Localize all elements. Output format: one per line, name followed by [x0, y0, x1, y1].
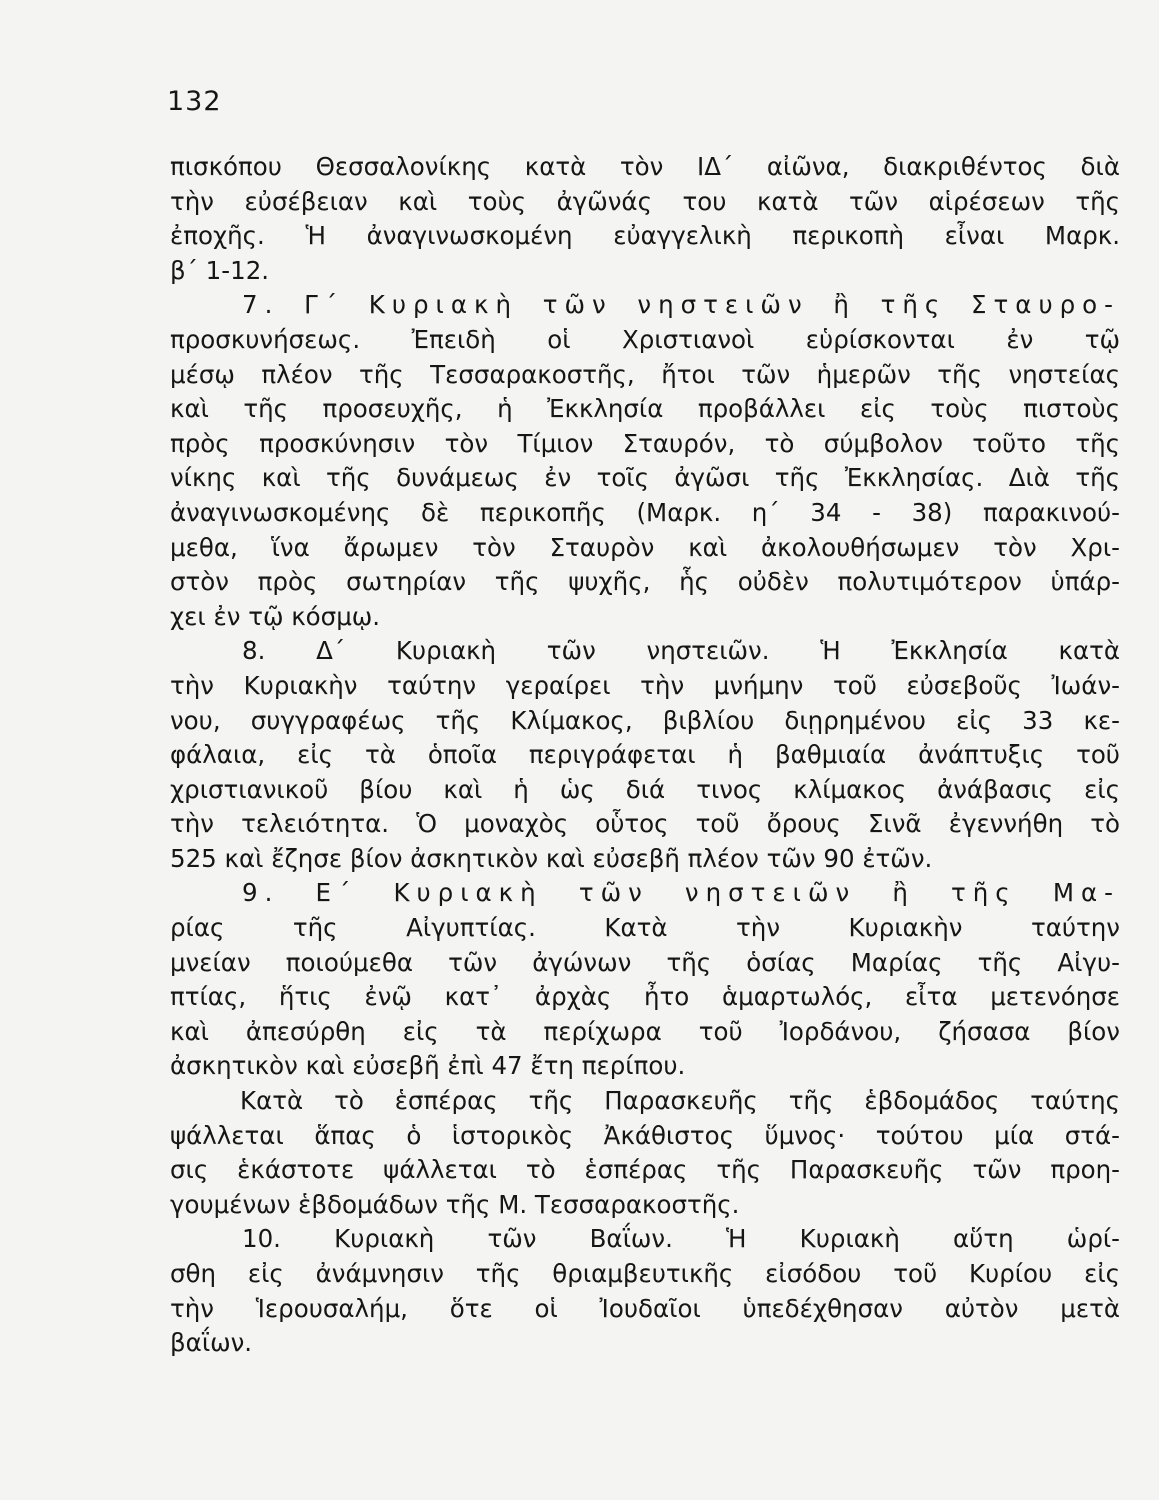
- body-text: [170, 150, 1120, 1361]
- text-line: ἐποχῆς. Ἡ ἀναγινωσκομένη εὐαγγελικὴ περικοπὴ εἶναι Μαρκ.: [170, 221, 1120, 251]
- text-line: πισκόπου Θεσσαλονίκης κατὰ τὸν ΙΔ΄ αἰῶνα, διακριθέντος διὰ: [170, 152, 1120, 181]
- section-heading-7: 7. Γ΄ Κυριακὴ τῶν νηστειῶν ἢ τῆς Σταυρο-: [242, 290, 1120, 320]
- text-line: τὴν Κυριακὴν ταύτην γεραίρει τὴν μνήμην τοῦ εὐσεβοῦς Ἰωάν-: [170, 670, 1120, 700]
- text-line: τὴν Ἱερουσαλήμ, ὅτε οἱ Ἰουδαῖοι ὑπεδέχθησαν αὐτὸν μετὰ: [170, 1293, 1120, 1323]
- text-line: στὸν πρὸς σωτηρίαν τῆς ψυχῆς, ἧς οὐδὲν πολυτιμότερον ὑπάρ-: [170, 567, 1120, 597]
- text-line: πτίας, ἥτις ἐνῷ κατ᾽ ἀρχὰς ἦτο ἁμαρτωλός, εἶτα μετενόησε: [170, 982, 1120, 1012]
- text-line: ἀναγινωσκομένης δὲ περικοπῆς (Μαρκ. η΄ 34 - 38) παρακινού-: [170, 497, 1120, 527]
- text-line: μεθα, ἵνα ἄρωμεν τὸν Σταυρὸν καὶ ἀκολουθήσωμεν τὸν Χρι-: [170, 532, 1120, 562]
- text-line: καὶ τῆς προσευχῆς, ἡ Ἐκκλησία προβάλλει εἰς τοὺς πιστοὺς: [170, 394, 1120, 424]
- text-line: σις ἑκάστοτε ψάλλεται τὸ ἑσπέρας τῆς Παρασκευῆς τῶν προη-: [170, 1155, 1120, 1185]
- page-number: 132: [167, 86, 222, 117]
- text-line: φάλαια, εἰς τὰ ὁποῖα περιγράφεται ἡ βαθμιαία ἀνάπτυξις τοῦ: [170, 740, 1120, 770]
- text-line: τὴν τελειότητα. Ὁ μοναχὸς οὗτος τοῦ ὄρους Σινᾶ ἐγεννήθη τὸ: [170, 809, 1120, 839]
- text-line: χει ἐν τῷ κόσμῳ.: [170, 601, 381, 631]
- text-line: βαΐων.: [170, 1328, 253, 1358]
- text-line: μέσῳ πλέον τῆς Τεσσαρακοστῆς, ἤτοι τῶν ἡμερῶν τῆς νηστείας: [170, 359, 1120, 389]
- text-line: μνείαν ποιούμεθα τῶν ἀγώνων τῆς ὁσίας Μαρίας τῆς Αἰγυ-: [170, 947, 1120, 977]
- section-heading-8: 8. Δ΄ Κυριακὴ τῶν νηστειῶν. Ἡ Ἐκκλησία κατὰ: [242, 636, 1120, 666]
- text-line: σθη εἰς ἀνάμνησιν τῆς θριαμβευτικῆς εἰσόδου τοῦ Κυρίου εἰς: [170, 1259, 1120, 1288]
- text-line: νίκης καὶ τῆς δυνάμεως ἐν τοῖς ἀγῶσι τῆς Ἐκκλησίας. Διὰ τῆς: [170, 463, 1120, 493]
- text-line: ψάλλεται ἅπας ὁ ἱστορικὸς Ἀκάθιστος ὕμνος· τούτου μία στά-: [170, 1120, 1120, 1150]
- text-line: 525 καὶ ἔζησε βίον ἀσκητικὸν καὶ εὐσεβῆ πλέον τῶν 90 ἐτῶν.: [170, 843, 933, 873]
- text-line: πρὸς προσκύνησιν τὸν Τίμιον Σταυρόν, τὸ σύμβολον τοῦτο τῆς: [170, 428, 1120, 458]
- section-heading-10: 10. Κυριακὴ τῶν Βαΐων. Ἡ Κυριακὴ αὕτη ὡρί-: [242, 1224, 1120, 1254]
- text-line: Κατὰ τὸ ἑσπέρας τῆς Παρασκευῆς τῆς ἑβδομάδος ταύτης: [240, 1086, 1120, 1116]
- text-line: ἀσκητικὸν καὶ εὐσεβῆ ἐπὶ 47 ἔτη περίπου.: [170, 1051, 686, 1081]
- text-line: β΄ 1-12.: [170, 255, 270, 285]
- text-line: καὶ ἀπεσύρθη εἰς τὰ περίχωρα τοῦ Ἰορδάνου, ζήσασα βίον: [170, 1016, 1120, 1046]
- text-line: νου, συγγραφέως τῆς Κλίμακος, βιβλίου διῃρημένου εἰς 33 κε-: [170, 705, 1120, 735]
- text-line: χριστιανικοῦ βίου καὶ ἡ ὡς διά τινος κλίμακος ἀνάβασις εἰς: [170, 774, 1120, 804]
- text-line: προσκυνήσεως. Ἐπειδὴ οἱ Χριστιανοὶ εὑρίσκονται ἐν τῷ: [170, 324, 1120, 354]
- text-line: τὴν εὐσέβειαν καὶ τοὺς ἀγῶνάς του κατὰ τῶν αἱρέσεων τῆς: [170, 186, 1120, 216]
- text-line: γουμένων ἑβδομάδων τῆς Μ. Τεσσαρακοστῆς.: [170, 1189, 740, 1219]
- section-heading-9: 9. Ε΄ Κυριακὴ τῶν νηστειῶν ἢ τῆς Μα-: [242, 878, 1120, 908]
- text-line: ρίας τῆς Αἰγυπτίας. Κατὰ τὴν Κυριακὴν ταύτην: [170, 913, 1120, 943]
